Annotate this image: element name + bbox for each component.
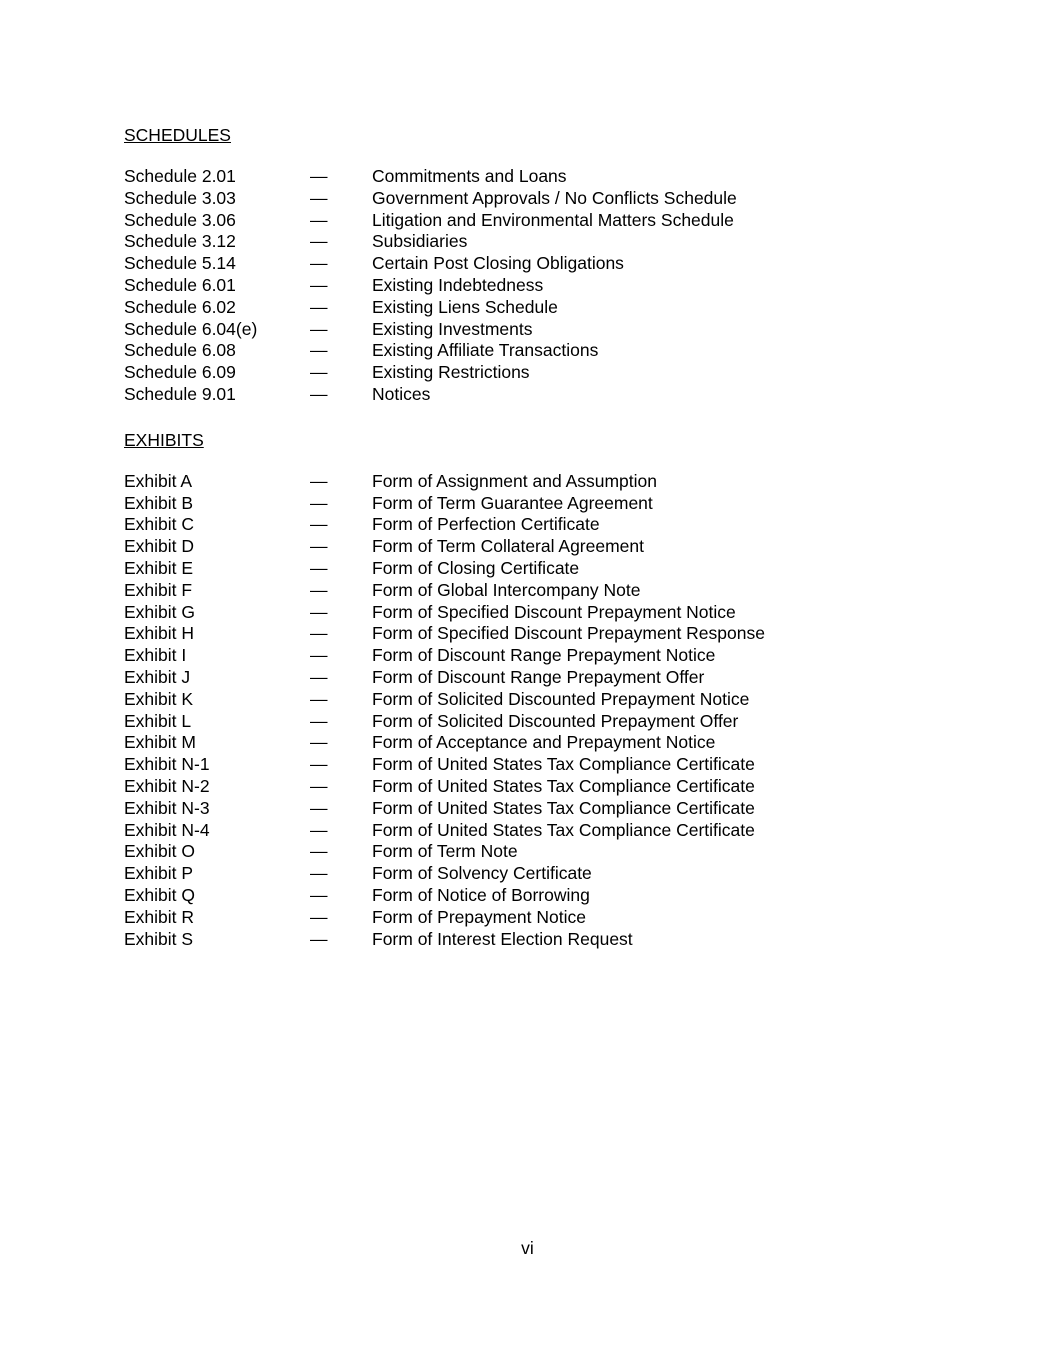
exhibit-row <box>124 820 924 842</box>
schedules-heading: SCHEDULES <box>124 125 231 145</box>
schedule-label: Schedule 3.06 <box>124 209 236 230</box>
exhibit-title: Form of Term Guarantee Agreement <box>372 492 653 513</box>
exhibit-row <box>124 907 924 929</box>
schedule-title: Existing Indebtedness <box>372 274 544 295</box>
exhibit-row <box>124 645 924 667</box>
exhibit-dash: — <box>310 928 328 949</box>
exhibit-title: Form of Notice of Borrowing <box>372 884 590 905</box>
exhibit-label: Exhibit I <box>124 645 187 666</box>
exhibit-dash: — <box>310 819 328 840</box>
exhibit-title: Form of Term Collateral Agreement <box>372 536 645 557</box>
exhibit-label: Exhibit P <box>124 863 194 884</box>
schedule-title: Existing Investments <box>372 318 533 339</box>
exhibit-row <box>124 514 924 536</box>
exhibit-dash: — <box>310 645 328 666</box>
exhibit-label: Exhibit E <box>124 557 194 578</box>
schedule-dash: — <box>310 383 328 404</box>
exhibit-row <box>124 689 924 711</box>
page-number: vi <box>521 1238 534 1258</box>
exhibit-dash: — <box>310 666 328 687</box>
schedule-row <box>124 297 924 319</box>
schedule-dash: — <box>310 166 328 186</box>
exhibit-label: Exhibit N-4 <box>124 819 210 840</box>
exhibit-label: Exhibit F <box>124 579 193 600</box>
schedules-list <box>124 166 924 406</box>
exhibit-dash: — <box>310 710 328 731</box>
exhibit-title: Form of Acceptance and Prepayment Notice <box>372 732 716 753</box>
schedule-dash: — <box>310 274 328 295</box>
exhibit-label: Exhibit N-3 <box>124 797 210 818</box>
schedule-title: Existing Affiliate Transactions <box>372 340 599 361</box>
exhibit-row <box>124 798 924 820</box>
exhibit-title: Form of United States Tax Compliance Certificate <box>372 797 755 818</box>
schedule-dash: — <box>310 209 328 230</box>
exhibit-dash: — <box>310 732 328 753</box>
exhibit-row <box>124 885 924 907</box>
exhibit-dash: — <box>310 906 328 927</box>
exhibit-label: Exhibit K <box>124 688 194 709</box>
exhibit-row <box>124 863 924 885</box>
exhibit-title: Form of Solicited Discounted Prepayment Notice <box>372 688 750 709</box>
schedule-title: Notices <box>372 383 431 404</box>
exhibit-label: Exhibit S <box>124 928 194 949</box>
exhibit-title: Form of United States Tax Compliance Certificate <box>372 754 755 775</box>
schedule-label: Schedule 2.01 <box>124 166 236 186</box>
schedule-row <box>124 253 924 275</box>
schedule-label: Schedule 3.12 <box>124 231 236 252</box>
exhibit-dash: — <box>310 492 328 513</box>
exhibit-label: Exhibit H <box>124 623 195 644</box>
exhibit-label: Exhibit B <box>124 492 194 513</box>
exhibit-dash: — <box>310 754 328 775</box>
exhibit-dash: — <box>310 623 328 644</box>
exhibit-dash: — <box>310 688 328 709</box>
exhibit-title: Form of Term Note <box>372 841 518 862</box>
exhibit-label: Exhibit R <box>124 906 195 927</box>
exhibit-label: Exhibit M <box>124 732 196 753</box>
schedule-label: Schedule 6.09 <box>124 362 236 383</box>
schedule-label: Schedule 9.01 <box>124 383 236 404</box>
schedule-label: Schedule 5.14 <box>124 253 236 274</box>
exhibit-row <box>124 841 924 863</box>
schedule-dash: — <box>310 231 328 252</box>
schedule-label: Schedule 3.03 <box>124 187 236 208</box>
exhibit-title: Form of Discount Range Prepayment Offer <box>372 666 705 687</box>
exhibit-label: Exhibit L <box>124 710 192 731</box>
exhibit-row <box>124 754 924 776</box>
exhibit-title: Form of Assignment and Assumption <box>372 470 657 491</box>
exhibit-title: Form of United States Tax Compliance Certificate <box>372 775 755 796</box>
exhibit-label: Exhibit A <box>124 470 193 491</box>
exhibit-label: Exhibit O <box>124 841 195 862</box>
section-spacer <box>124 406 924 429</box>
exhibit-row <box>124 929 924 951</box>
exhibit-title: Form of Perfection Certificate <box>372 514 600 535</box>
exhibit-row <box>124 732 924 754</box>
exhibit-row <box>124 471 924 493</box>
exhibit-row <box>124 711 924 733</box>
schedule-row <box>124 231 924 253</box>
exhibit-title: Form of Global Intercompany Note <box>372 579 641 600</box>
exhibit-dash: — <box>310 557 328 578</box>
exhibit-dash: — <box>310 579 328 600</box>
schedule-dash: — <box>310 253 328 274</box>
schedule-row <box>124 362 924 384</box>
schedule-title: Government Approvals / No Conflicts Schedule <box>372 187 737 208</box>
exhibit-title: Form of Interest Election Request <box>372 928 633 949</box>
exhibit-dash: — <box>310 775 328 796</box>
schedule-title: Litigation and Environmental Matters Schedule <box>372 209 734 230</box>
exhibit-dash: — <box>310 841 328 862</box>
exhibit-title: Form of United States Tax Compliance Certificate <box>372 819 755 840</box>
schedule-row <box>124 188 924 210</box>
exhibit-title: Form of Solicited Discounted Prepayment Offer <box>372 710 739 731</box>
exhibit-title: Form of Solvency Certificate <box>372 863 592 884</box>
exhibit-label: Exhibit D <box>124 536 195 557</box>
exhibit-dash: — <box>310 536 328 557</box>
exhibit-row <box>124 558 924 580</box>
schedule-title: Commitments and Loans <box>372 166 567 186</box>
exhibit-row <box>124 536 924 558</box>
exhibit-dash: — <box>310 863 328 884</box>
schedule-label: Schedule 6.08 <box>124 340 236 361</box>
schedule-row <box>124 340 924 362</box>
exhibit-row <box>124 580 924 602</box>
schedule-dash: — <box>310 340 328 361</box>
exhibit-title: Form of Prepayment Notice <box>372 906 586 927</box>
schedule-dash: — <box>310 362 328 383</box>
schedule-row <box>124 275 924 297</box>
exhibit-label: Exhibit N-1 <box>124 754 210 775</box>
exhibit-row <box>124 776 924 798</box>
exhibit-label: Exhibit J <box>124 666 191 687</box>
exhibits-heading: EXHIBITS <box>124 429 204 450</box>
exhibit-label: Exhibit C <box>124 514 195 535</box>
schedule-label: Schedule 6.02 <box>124 296 236 317</box>
exhibits-list <box>124 471 924 951</box>
exhibit-title: Form of Specified Discount Prepayment Response <box>372 623 765 644</box>
exhibit-label: Exhibit G <box>124 601 195 622</box>
exhibit-title: Form of Specified Discount Prepayment Notice <box>372 601 736 622</box>
schedule-row <box>124 319 924 341</box>
schedule-title: Existing Restrictions <box>372 362 530 383</box>
schedule-label: Schedule 6.01 <box>124 274 236 295</box>
schedule-dash: — <box>310 318 328 339</box>
schedule-title: Existing Liens Schedule <box>372 296 558 317</box>
schedule-row <box>124 210 924 232</box>
schedule-label: Schedule 6.04(e) <box>124 318 258 339</box>
exhibit-dash: — <box>310 797 328 818</box>
schedule-dash: — <box>310 187 328 208</box>
exhibit-label: Exhibit N-2 <box>124 775 210 796</box>
exhibit-row <box>124 602 924 624</box>
exhibit-dash: — <box>310 601 328 622</box>
schedule-title: Certain Post Closing Obligations <box>372 253 624 274</box>
schedule-title: Subsidiaries <box>372 231 468 252</box>
schedule-row <box>124 384 924 406</box>
document-body <box>124 124 924 950</box>
exhibit-row <box>124 493 924 515</box>
schedule-row <box>124 166 924 188</box>
exhibit-dash: — <box>310 470 328 491</box>
exhibit-row <box>124 623 924 645</box>
exhibit-dash: — <box>310 884 328 905</box>
schedule-dash: — <box>310 296 328 317</box>
exhibit-row <box>124 667 924 689</box>
exhibit-title: Form of Closing Certificate <box>372 557 580 578</box>
exhibit-title: Form of Discount Range Prepayment Notice <box>372 645 716 666</box>
exhibit-dash: — <box>310 514 328 535</box>
exhibit-label: Exhibit Q <box>124 884 195 905</box>
